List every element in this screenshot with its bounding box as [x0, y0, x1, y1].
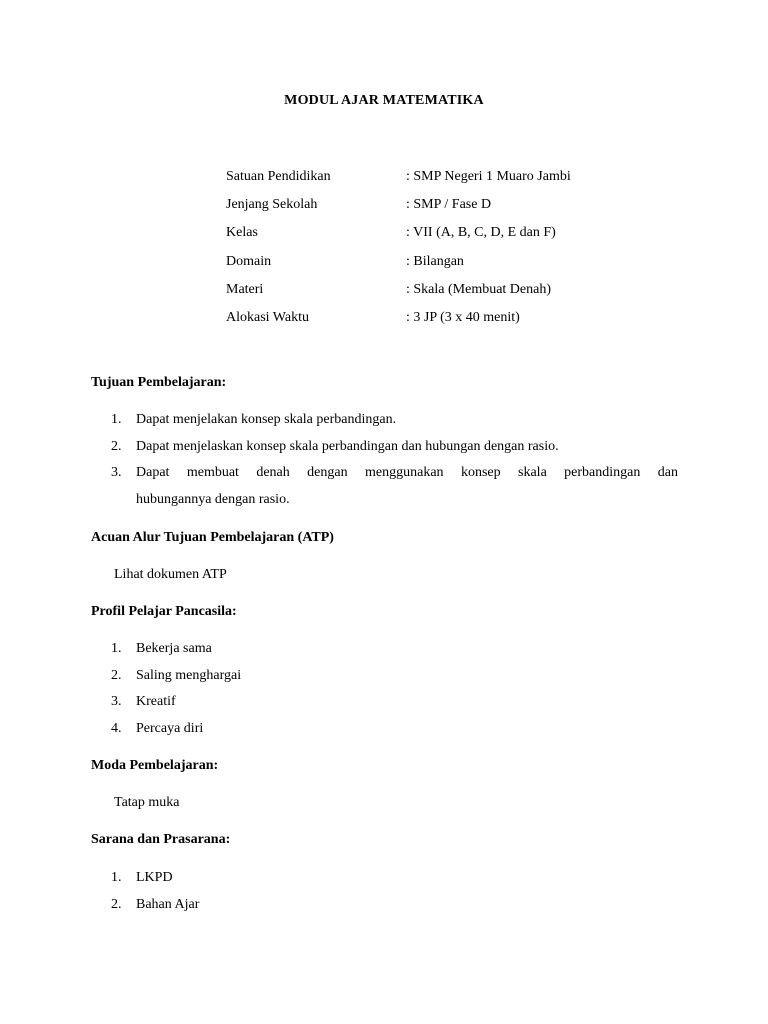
- list-text-line: hubungannya dengan rasio.: [136, 492, 290, 507]
- identity-row: [226, 253, 571, 281]
- list-number: 3.: [111, 465, 122, 480]
- identity-row: [226, 281, 571, 309]
- list-item: [111, 438, 678, 465]
- list-text: LKPD: [136, 870, 173, 885]
- identity-label: Materi: [226, 281, 264, 297]
- profil-list: [111, 640, 241, 746]
- identity-label: Jenjang Sekolah: [226, 197, 318, 213]
- list-number: 1.: [111, 870, 122, 885]
- list-item: [111, 667, 241, 694]
- list-item: [111, 896, 199, 923]
- identity-row: [226, 196, 571, 224]
- identity-value: : SMP Negeri 1 Muaro Jambi: [406, 169, 571, 184]
- identity-value: : 3 JP (3 x 40 menit): [406, 309, 520, 325]
- profil-heading: Profil Pelajar Pancasila:: [91, 604, 237, 619]
- list-number: 4.: [111, 720, 122, 736]
- identity-table: [226, 168, 571, 337]
- tujuan-list: [111, 411, 678, 518]
- list-item: [111, 693, 241, 720]
- list-number: 2.: [111, 438, 122, 454]
- identity-value: : VII (A, B, C, D, E dan F): [406, 225, 556, 241]
- identity-label: Kelas: [226, 225, 258, 241]
- list-number: 3.: [111, 694, 122, 709]
- sarana-heading: Sarana dan Prasarana:: [91, 832, 231, 847]
- atp-text: Lihat dokumen ATP: [114, 567, 227, 582]
- identity-value: : Bilangan: [406, 253, 464, 269]
- tujuan-heading: Tujuan Pembelajaran:: [91, 375, 227, 390]
- atp-heading: Acuan Alur Tujuan Pembelajaran (ATP): [91, 530, 334, 545]
- list-item: [111, 720, 241, 747]
- list-number: 2.: [111, 667, 122, 683]
- list-number: 2.: [111, 896, 122, 912]
- list-text: Percaya diri: [136, 720, 204, 736]
- identity-label: Domain: [226, 253, 272, 269]
- list-text: Bekerja sama: [136, 641, 212, 656]
- identity-label: Alokasi Waktu: [226, 309, 309, 325]
- list-item: [111, 464, 678, 518]
- moda-text: Tatap muka: [114, 795, 180, 810]
- identity-row: [226, 168, 571, 196]
- list-text: [136, 464, 678, 518]
- identity-row: [226, 224, 571, 252]
- moda-heading: Moda Pembelajaran:: [91, 758, 219, 773]
- list-item: [111, 869, 199, 896]
- list-number: 1.: [111, 412, 122, 427]
- list-text: Saling menghargai: [136, 667, 242, 683]
- list-text: Dapat menjelaskan konsep skala perbandingan dan hubungan dengan rasio.: [136, 438, 559, 454]
- identity-label: Satuan Pendidikan: [226, 169, 331, 184]
- list-text: Bahan Ajar: [136, 896, 200, 912]
- document-title: MODUL AJAR MATEMATIKA: [284, 93, 484, 108]
- identity-row: [226, 309, 571, 337]
- identity-value: : SMP / Fase D: [406, 197, 492, 213]
- list-text: Kreatif: [136, 694, 176, 709]
- identity-value: : Skala (Membuat Denah): [406, 281, 552, 297]
- list-item: [111, 640, 241, 667]
- list-item: [111, 411, 678, 438]
- list-number: 1.: [111, 641, 122, 656]
- list-text: Dapat menjelakan konsep skala perbandingan.: [136, 412, 397, 427]
- sarana-list: [111, 869, 199, 922]
- list-text-line: Dapat membuat denah dengan menggunakan konsep skala perbandingan dan: [136, 465, 678, 480]
